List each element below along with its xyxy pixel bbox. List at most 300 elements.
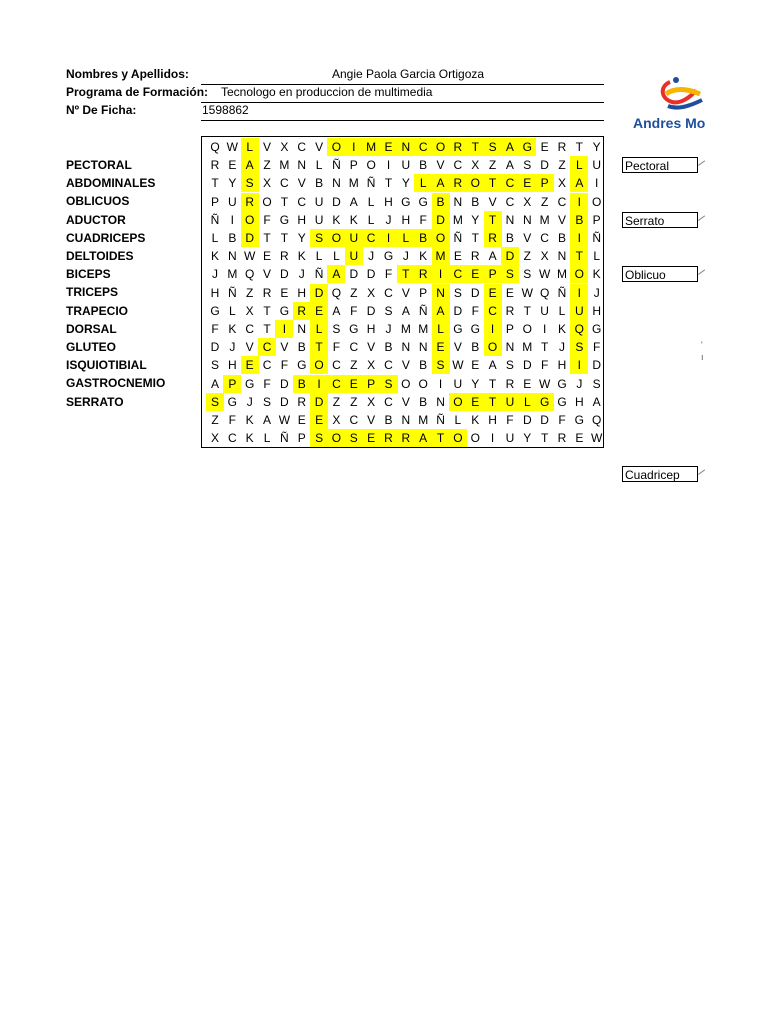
grid-cell: X: [245, 303, 254, 318]
grid-cell-highlighted: I: [380, 229, 398, 247]
grid-cell: H: [401, 212, 411, 227]
grid-cell: H: [297, 212, 307, 227]
word-list-item: SERRATO: [66, 394, 124, 409]
grid-cell-highlighted: B: [293, 375, 311, 393]
word-list-item: GLUTEO: [66, 340, 116, 354]
grid-cell: S: [384, 303, 393, 318]
grid-cell: D: [592, 358, 602, 373]
grid-cell: H: [366, 322, 376, 336]
grid-cell: U: [314, 212, 324, 227]
grid-cell: J: [576, 376, 583, 391]
name-label: Nombres y Apellidos:: [66, 67, 189, 81]
grid-cell: Q: [592, 413, 602, 427]
grid-cell: Ñ: [314, 267, 324, 282]
grid-cell-highlighted: L: [432, 320, 450, 338]
grid-cell: Ñ: [418, 303, 428, 318]
grid-cell: A: [488, 358, 497, 373]
grid-cell-highlighted: B: [414, 229, 432, 247]
grid-cell: F: [228, 413, 237, 427]
grid-cell: N: [505, 340, 515, 355]
grid-cell: R: [557, 431, 567, 446]
grid-cell-highlighted: P: [362, 375, 380, 393]
grid-cell: X: [540, 249, 549, 264]
grid-cell-highlighted: A: [432, 174, 450, 192]
grid-cell-highlighted: I: [432, 265, 450, 283]
grid-cell: D: [470, 285, 480, 300]
grid-cell-highlighted: T: [397, 265, 415, 283]
grid-cell-highlighted: U: [345, 247, 363, 265]
grid-cell: X: [471, 158, 480, 173]
grid-cell-highlighted: O: [449, 429, 467, 447]
grid-cell: I: [230, 212, 235, 227]
grid-cell: N: [418, 340, 428, 355]
logo-text: Andres Mo: [633, 115, 706, 131]
grid-cell: V: [263, 140, 272, 154]
grid-cell: F: [471, 303, 479, 318]
grid-cell-highlighted: U: [501, 393, 519, 411]
grid-cell: C: [384, 358, 393, 373]
grid-cell: Ñ: [228, 285, 237, 300]
grid-cell: O: [401, 376, 411, 391]
word-list-item: ABDOMINALES: [66, 176, 156, 191]
grid-cell: G: [227, 394, 238, 409]
grid-cell: T: [280, 231, 289, 245]
answer-box-connector: [698, 215, 712, 230]
grid-cell-highlighted: C: [258, 338, 276, 356]
grid-cell: P: [210, 194, 219, 209]
grid-cell: G: [210, 303, 220, 318]
grid-cell: T: [263, 322, 271, 336]
grid-cell: J: [385, 322, 392, 336]
grid-cell: C: [297, 194, 307, 209]
grid-cell-highlighted: A: [432, 302, 450, 320]
grid-cell: Y: [471, 376, 480, 391]
grid-cell: G: [557, 394, 567, 409]
grid-cell: L: [593, 249, 601, 264]
grid-cell: N: [228, 249, 237, 264]
grid-cell-highlighted: L: [310, 320, 328, 338]
grid-cell: V: [315, 140, 324, 154]
grid-cell-highlighted: A: [327, 265, 345, 283]
grid-cell: X: [280, 140, 289, 154]
grid-cell: E: [471, 358, 480, 373]
grid-cell: C: [384, 394, 393, 409]
grid-cell: W: [452, 358, 464, 373]
grid-cell: G: [245, 376, 255, 391]
grid-cell: V: [557, 212, 566, 227]
grid-cell: O: [522, 322, 532, 336]
grid-cell-highlighted: L: [397, 229, 415, 247]
grid-cell: A: [505, 158, 514, 173]
grid-cell-highlighted: P: [536, 174, 554, 192]
grid-cell-highlighted: D: [310, 284, 328, 302]
grid-cell: V: [453, 340, 462, 355]
grid-cell-highlighted: E: [310, 302, 328, 320]
grid-cell-highlighted: I: [310, 375, 328, 393]
grid-cell-highlighted: O: [484, 338, 502, 356]
grid-cell: K: [419, 249, 428, 264]
grid-cell: V: [523, 231, 532, 245]
grid-cell: T: [471, 231, 479, 245]
grid-cell-highlighted: I: [275, 320, 293, 338]
grid-cell-highlighted: I: [570, 356, 588, 374]
grid-cell: L: [211, 231, 219, 245]
grid-cell: H: [592, 303, 602, 318]
word-list-item: TRICEPS: [66, 285, 119, 300]
grid-cell: V: [280, 340, 289, 355]
grid-cell: I: [438, 376, 443, 391]
grid-cell: C: [245, 322, 255, 336]
grid-cell-highlighted: E: [466, 265, 484, 283]
grid-cell: E: [297, 413, 306, 427]
grid-cell: Z: [350, 285, 358, 300]
grid-cell-highlighted: R: [397, 429, 415, 447]
grid-cell: F: [540, 358, 549, 373]
grid-cell: N: [297, 158, 307, 173]
grid-cell: R: [297, 394, 307, 409]
grid-cell-highlighted: O: [432, 138, 450, 156]
grid-cell-highlighted: T: [466, 138, 484, 156]
grid-cell: O: [366, 158, 376, 173]
grid-cell: F: [263, 212, 271, 227]
grid-cell: X: [523, 194, 532, 209]
grid-cell-highlighted: E: [432, 338, 450, 356]
grid-cell: Z: [263, 158, 271, 173]
grid-cell: Ñ: [332, 158, 341, 173]
grid-cell-highlighted: O: [327, 138, 345, 156]
grid-cell-highlighted: S: [310, 229, 328, 247]
grid-cell: F: [593, 340, 601, 355]
grid-cell: S: [523, 267, 532, 282]
grid-cell: S: [453, 285, 462, 300]
grid-cell: R: [470, 249, 480, 264]
grid-cell-highlighted: O: [310, 356, 328, 374]
grid-cell: C: [332, 358, 341, 373]
grid-cell: S: [332, 322, 341, 336]
grid-cell-highlighted: O: [570, 265, 588, 283]
grid-cell-highlighted: I: [345, 138, 363, 156]
grid-cell-highlighted: R: [414, 265, 432, 283]
grid-cell-highlighted: T: [432, 429, 450, 447]
word-list-item: OBLICUOS: [66, 194, 130, 209]
answer-box-connector: [698, 269, 712, 284]
grid-cell: K: [349, 212, 358, 227]
grid-cell-highlighted: O: [241, 211, 259, 229]
grid-cell: Ñ: [557, 285, 567, 300]
grid-cell-highlighted: S: [501, 265, 519, 283]
institution-logo: [630, 76, 710, 136]
grid-cell-highlighted: L: [570, 156, 588, 174]
grid-cell: A: [401, 303, 410, 318]
grid-cell: P: [505, 322, 514, 336]
grid-cell: L: [367, 212, 375, 227]
grid-cell: Ñ: [280, 431, 289, 446]
grid-cell: J: [212, 267, 218, 282]
grid-cell-highlighted: P: [223, 375, 241, 393]
grid-cell: N: [453, 194, 463, 209]
grid-cell-highlighted: E: [484, 284, 502, 302]
grid-cell: A: [263, 413, 272, 427]
grid-cell: W: [278, 413, 291, 427]
cropped-mark-2: ı: [701, 352, 704, 362]
grid-cell: K: [245, 413, 254, 427]
grid-cell: G: [470, 322, 480, 336]
grid-cell: J: [593, 285, 600, 300]
grid-cell-highlighted: A: [501, 138, 519, 156]
grid-cell: M: [227, 267, 238, 282]
grid-cell-highlighted: R: [241, 193, 259, 211]
grid-cell-highlighted: G: [518, 138, 536, 156]
grid-cell: B: [384, 413, 393, 427]
grid-cell-highlighted: R: [484, 229, 502, 247]
grid-cell-highlighted: C: [449, 265, 467, 283]
grid-cell: M: [452, 212, 463, 227]
grid-cell: U: [228, 194, 237, 209]
grid-cell: C: [349, 340, 359, 355]
grid-cell-highlighted: E: [518, 174, 536, 192]
grid-cell: C: [262, 358, 272, 373]
grid-cell-highlighted: P: [484, 265, 502, 283]
grid-cell: C: [453, 158, 463, 173]
grid-cell: V: [488, 194, 497, 209]
grid-cell-highlighted: E: [380, 138, 398, 156]
grid-cell-highlighted: B: [570, 211, 588, 229]
grid-cell: E: [540, 140, 549, 154]
ficha-underline: [201, 120, 604, 121]
grid-cell: G: [279, 303, 290, 318]
grid-cell: T: [523, 303, 531, 318]
grid-cell: B: [557, 231, 566, 245]
grid-cell: U: [592, 158, 602, 173]
grid-cell-highlighted: S: [345, 429, 363, 447]
grid-cell: H: [384, 194, 393, 209]
grid-cell: P: [592, 212, 601, 227]
grid-cell: B: [419, 158, 428, 173]
grid-cell-highlighted: S: [241, 174, 259, 192]
grid-cell: H: [557, 358, 567, 373]
grid-cell-highlighted: E: [362, 429, 380, 447]
grid-cell: J: [229, 340, 236, 355]
grid-cell: R: [262, 285, 272, 300]
grid-cell-highlighted: S: [570, 338, 588, 356]
grid-cell: B: [419, 358, 428, 373]
grid-cell: F: [211, 322, 219, 336]
grid-cell: H: [488, 413, 497, 427]
grid-cell: L: [333, 249, 340, 264]
grid-cell: K: [297, 249, 306, 264]
grid-cell: Ñ: [436, 413, 445, 427]
grid-cell: L: [229, 303, 236, 318]
grid-cell: N: [332, 176, 341, 191]
grid-cell: P: [297, 431, 306, 446]
grid-cell: M: [400, 322, 411, 336]
grid-cell: C: [557, 194, 567, 209]
name-value: Angie Paola Garcia Ortigoza: [332, 67, 485, 81]
grid-cell-highlighted: L: [414, 174, 432, 192]
grid-cell: T: [488, 376, 497, 391]
grid-cell: B: [384, 340, 393, 355]
grid-cell: Y: [297, 231, 306, 245]
grid-cell: D: [522, 413, 532, 427]
grid-cell: T: [384, 176, 393, 191]
grid-cell: Q: [539, 285, 550, 300]
grid-cell: L: [315, 249, 323, 264]
grid-cell: G: [557, 376, 567, 391]
grid-cell: B: [471, 340, 480, 355]
grid-cell: A: [488, 249, 497, 264]
grid-cell: I: [386, 158, 391, 173]
grid-cell-highlighted: T: [310, 338, 328, 356]
grid-cell: X: [332, 413, 341, 427]
grid-cell: W: [521, 285, 533, 300]
grid-cell: B: [297, 340, 306, 355]
grid-cell-highlighted: D: [501, 247, 519, 265]
grid-cell: S: [505, 358, 514, 373]
grid-cell: C: [540, 231, 549, 245]
grid-cell: Z: [211, 413, 219, 427]
grid-cell-highlighted: O: [449, 393, 467, 411]
grid-cell-highlighted: E: [466, 393, 484, 411]
grid-cell: F: [350, 303, 358, 318]
grid-cell-highlighted: T: [484, 393, 502, 411]
grid-cell: Ñ: [592, 231, 602, 245]
grid-cell: D: [280, 267, 289, 282]
word-list-item: ADUCTOR: [66, 212, 126, 227]
grid-cell-highlighted: I: [570, 229, 588, 247]
grid-cell: X: [557, 176, 566, 191]
grid-cell: K: [245, 431, 254, 446]
grid-cell: V: [245, 340, 254, 355]
grid-cell: D: [540, 158, 549, 173]
grid-cell: A: [210, 376, 219, 391]
grid-cell: C: [505, 194, 515, 209]
grid-cell: H: [297, 285, 307, 300]
grid-cell: D: [332, 194, 341, 209]
grid-cell: L: [263, 431, 271, 446]
grid-cell: F: [280, 358, 289, 373]
grid-cell: Z: [350, 358, 358, 373]
grid-cell: J: [246, 394, 253, 409]
grid-cell-highlighted: O: [327, 429, 345, 447]
word-list-item: GASTROCNEMIO: [66, 376, 166, 391]
grid-cell: X: [367, 358, 376, 373]
grid-cell: T: [263, 303, 271, 318]
grid-cell: R: [280, 249, 289, 264]
grid-cell: I: [490, 431, 495, 446]
grid-cell: S: [523, 158, 532, 173]
grid-cell: C: [384, 285, 393, 300]
grid-cell-highlighted: S: [206, 393, 224, 411]
grid-cell: T: [575, 140, 584, 154]
grid-cell: T: [540, 431, 549, 446]
grid-cell: U: [453, 376, 463, 391]
grid-cell: T: [211, 176, 219, 191]
grid-cell-highlighted: M: [362, 138, 380, 156]
grid-cell: F: [419, 212, 427, 227]
grid-cell: F: [384, 267, 393, 282]
grid-cell: J: [402, 249, 409, 264]
answer-box: Serrato: [622, 212, 698, 228]
word-list-item: DELTOIDES: [66, 249, 134, 263]
grid-cell: G: [349, 322, 359, 336]
grid-cell-highlighted: I: [570, 193, 588, 211]
grid-cell: W: [538, 267, 551, 282]
grid-cell: R: [505, 376, 515, 391]
grid-cell-highlighted: M: [432, 247, 450, 265]
grid-cell: Q: [331, 285, 342, 300]
grid-cell: Z: [332, 394, 341, 409]
grid-cell-highlighted: S: [432, 356, 450, 374]
program-label: Programa de Formación:: [66, 85, 209, 99]
grid-cell: H: [575, 394, 584, 409]
grid-cell: M: [557, 267, 567, 282]
grid-cell: M: [348, 176, 359, 191]
grid-cell: Q: [210, 140, 220, 154]
grid-cell: Z: [350, 394, 358, 409]
grid-cell: E: [280, 285, 289, 300]
grid-cell: D: [453, 303, 463, 318]
grid-cell-highlighted: T: [570, 247, 588, 265]
grid-cell: G: [592, 322, 602, 336]
grid-cell: V: [297, 176, 306, 191]
grid-cell: Ñ: [453, 231, 463, 245]
grid-cell: Z: [246, 285, 254, 300]
grid-cell: O: [418, 376, 428, 391]
grid-cell: N: [401, 413, 411, 427]
grid-cell: G: [574, 413, 585, 427]
grid-cell-highlighted: U: [345, 229, 363, 247]
grid-cell: N: [297, 322, 307, 336]
grid-cell: R: [557, 140, 567, 154]
grid-cell: G: [418, 194, 428, 209]
word-list-item: TRAPECIO: [66, 303, 129, 318]
grid-cell-highlighted: U: [570, 302, 588, 320]
grid-cell-highlighted: A: [570, 174, 588, 192]
grid-cell: L: [315, 158, 323, 173]
answer-box: Oblicuo: [622, 266, 698, 282]
grid-cell-highlighted: A: [241, 156, 259, 174]
cropped-mark-1: ': [701, 340, 703, 350]
grid-cell: K: [210, 249, 219, 264]
grid-cell: B: [471, 194, 480, 209]
grid-cell: Z: [540, 194, 549, 209]
grid-cell: A: [592, 394, 601, 409]
grid-cell-highlighted: T: [484, 211, 502, 229]
grid-cell: X: [367, 394, 376, 409]
word-search-grid: [201, 136, 604, 448]
grid-cell: Y: [592, 140, 601, 154]
grid-cell: S: [263, 394, 272, 409]
grid-cell: E: [505, 285, 514, 300]
grid-cell-highlighted: O: [327, 229, 345, 247]
grid-cell-highlighted: T: [484, 174, 502, 192]
grid-cell: O: [592, 194, 602, 209]
grid-cell: A: [332, 303, 341, 318]
grid-cell: C: [349, 413, 359, 427]
grid-cell-highlighted: L: [241, 138, 259, 156]
grid-cell: G: [279, 212, 290, 227]
grid-cell: S: [210, 358, 219, 373]
grid-cell: B: [419, 394, 428, 409]
grid-cell: N: [522, 212, 532, 227]
grid-cell: V: [367, 340, 376, 355]
grid-cell: Ñ: [210, 212, 220, 227]
grid-cell: U: [540, 303, 549, 318]
grid-cell: O: [262, 194, 272, 209]
grid-cell: V: [401, 285, 410, 300]
grid-cell: D: [280, 394, 289, 409]
program-value: Tecnologo en produccion de multimedia: [221, 85, 433, 99]
